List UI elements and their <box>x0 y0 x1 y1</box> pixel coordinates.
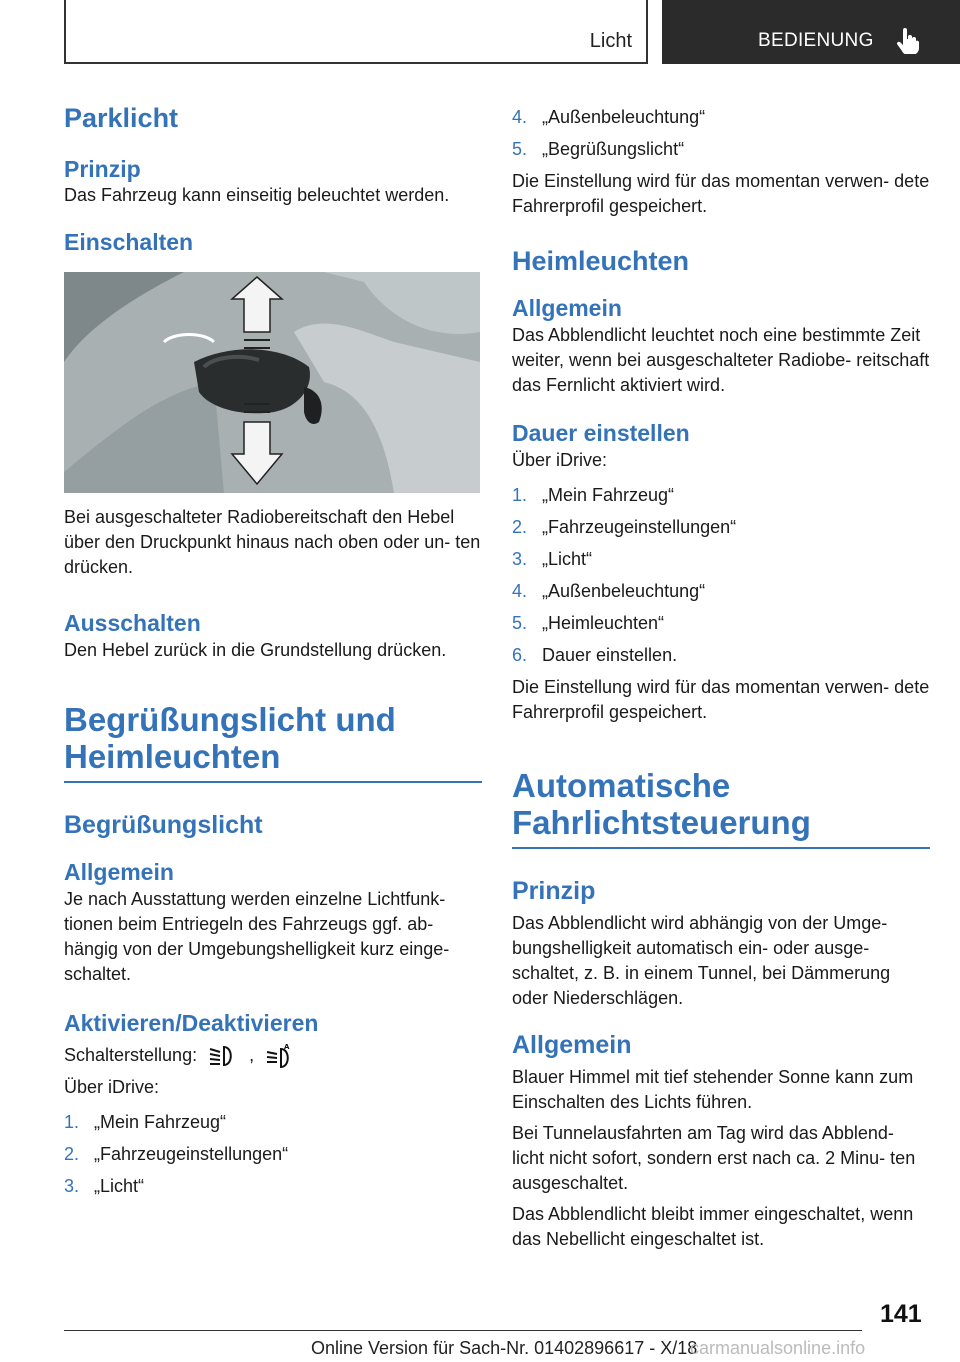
ausschalten-heading: Ausschalten <box>64 610 201 636</box>
allgemein-text: Je nach Ausstattung werden einzelne Lichtfunk‐ tionen beim Entriegeln des Fahrzeugs ggf. ab‐ hängig von der Umgebungshelligkeit kurz einge‐ schaltet. <box>64 889 450 984</box>
step-number: 6. <box>512 645 528 665</box>
save-note: Die Einstellung wird für das momentan verwen‐ dete Fahrerprofil gespeichert. <box>512 677 930 722</box>
step-text: Dauer einstellen. <box>542 645 678 665</box>
step-number: 5. <box>512 613 528 633</box>
step-text: „Mein Fahrzeug“ <box>542 485 675 505</box>
idrive-steps-list <box>64 1110 482 1206</box>
heim-allgemein-heading: Allgemein <box>512 295 622 321</box>
step-number: 2. <box>512 517 528 537</box>
list-item <box>512 105 930 137</box>
auto-fahrlicht-title: Automatische Fahrlichtsteuerung <box>512 767 930 849</box>
step-number: 4. <box>512 107 528 127</box>
footer-divider <box>64 1330 862 1331</box>
ausschalten-text: Den Hebel zurück in die Grundstellung drücken. <box>64 640 447 660</box>
step-text: „Fahrzeugeinstellungen“ <box>542 517 737 537</box>
step-text: „Heimleuchten“ <box>542 613 665 633</box>
auto-prinzip-heading: Prinzip <box>512 877 596 905</box>
step-number: 1. <box>512 485 528 505</box>
header-chapter-tab <box>662 0 960 64</box>
right-column <box>512 105 930 1252</box>
list-item <box>64 1142 482 1174</box>
step-text: „Mein Fahrzeug“ <box>94 1112 227 1132</box>
chapter-title: Begrüßungslicht und Heimleuchten <box>64 701 482 783</box>
footer-watermark: carmanualsonline.info <box>690 1338 866 1358</box>
step-number: 4. <box>512 581 528 601</box>
heimleuchten-title: Heimleuchten <box>512 246 690 276</box>
schalter-separator: , <box>249 1045 255 1065</box>
auto-allgemein-paragraph: Das Abblendlicht bleibt immer eingeschaltet, wenn das Nebellicht eingeschaltet ist. <box>512 1204 914 1249</box>
list-item <box>512 483 930 515</box>
aktivieren-heading: Aktivieren/Deaktivieren <box>64 1010 319 1036</box>
idrive-label: Über iDrive: <box>64 1077 160 1097</box>
list-item <box>512 515 930 547</box>
schalter-label: Schalterstellung: <box>64 1045 198 1065</box>
step-text: „Licht“ <box>542 549 593 569</box>
prinzip-text: Das Fahrzeug kann einseitig beleuchtet werden. <box>64 185 450 205</box>
automatic-headlight-icon <box>265 1043 295 1069</box>
step-text: „Fahrzeugeinstellungen“ <box>94 1144 289 1164</box>
step-number: 3. <box>64 1176 80 1196</box>
dauer-steps-list <box>512 483 930 675</box>
list-item <box>512 579 930 611</box>
auto-allgemein-paragraph: Blauer Himmel mit tief stehender Sonne kann zum Einschalten des Lichts führen. <box>512 1067 914 1112</box>
auto-allgemein-paragraph: Bei Tunnelausfahrten am Tag wird das Abblend‐ licht nicht sofort, sondern erst nach ca. 2 Minu‐ ten ausgeschaltet. <box>512 1123 916 1193</box>
idrive-steps-continued <box>512 105 930 169</box>
list-item <box>64 1174 482 1206</box>
low-beam-headlight-icon <box>208 1044 238 1068</box>
idrive-label: Über iDrive: <box>512 450 608 470</box>
page-number: 141 <box>880 1300 922 1328</box>
begruessungslicht-title: Begrüßungslicht <box>64 811 263 839</box>
auto-prinzip-text: Das Abblendlicht wird abhängig von der Umge‐ bungshelligkeit automatisch ein- oder ausge‐ schaltet, z. B. in einem Tunnel, bei Dämmerung oder Niederschlägen. <box>512 913 891 1008</box>
auto-allgemein-heading: Allgemein <box>512 1031 632 1059</box>
svg-text:A: A <box>284 1043 290 1052</box>
step-number: 2. <box>64 1144 80 1164</box>
einschalten-text: Bei ausgeschalteter Radiobereitschaft den Hebel über den Druckpunkt hinaus nach oben oder un‐ ten drücken. <box>64 507 481 577</box>
save-note: Die Einstellung wird für das momentan verwen‐ dete Fahrerprofil gespeichert. <box>512 171 930 216</box>
pointing-hand-icon <box>896 28 920 54</box>
step-number: 5. <box>512 139 528 159</box>
step-text: „Licht“ <box>94 1176 145 1196</box>
parklicht-title: Parklicht <box>64 103 179 133</box>
step-text: „Begrüßungslicht“ <box>542 139 685 159</box>
step-number: 3. <box>512 549 528 569</box>
allgemein-heading: Allgemein <box>64 859 174 885</box>
left-column <box>64 100 482 1206</box>
heim-allgemein-text: Das Abblendlicht leuchtet noch eine bestimmte Zeit weiter, wenn bei ausgeschalteter Radiobe‐ reitschaft das Fernlicht aktiviert wird. <box>512 325 930 395</box>
footer-online-version: Online Version für Sach-Nr. 01402896617 - X/18 <box>311 1338 698 1358</box>
step-text: „Außenbeleuchtung“ <box>542 581 706 601</box>
step-number: 1. <box>64 1112 80 1132</box>
schalterstellung-line <box>64 1043 482 1075</box>
header-section-label: Licht <box>589 30 632 52</box>
step-text: „Außenbeleuchtung“ <box>542 107 706 127</box>
list-item <box>512 137 930 169</box>
list-item <box>512 643 930 675</box>
list-item <box>512 611 930 643</box>
prinzip-heading: Prinzip <box>64 156 141 182</box>
header-section-tab <box>64 0 648 64</box>
dauer-heading: Dauer einstellen <box>512 420 690 446</box>
list-item <box>512 547 930 579</box>
list-item <box>64 1110 482 1142</box>
header-chapter-label: BEDIENUNG <box>758 30 874 51</box>
einschalten-heading: Einschalten <box>64 229 194 255</box>
lever-photo <box>64 272 480 493</box>
